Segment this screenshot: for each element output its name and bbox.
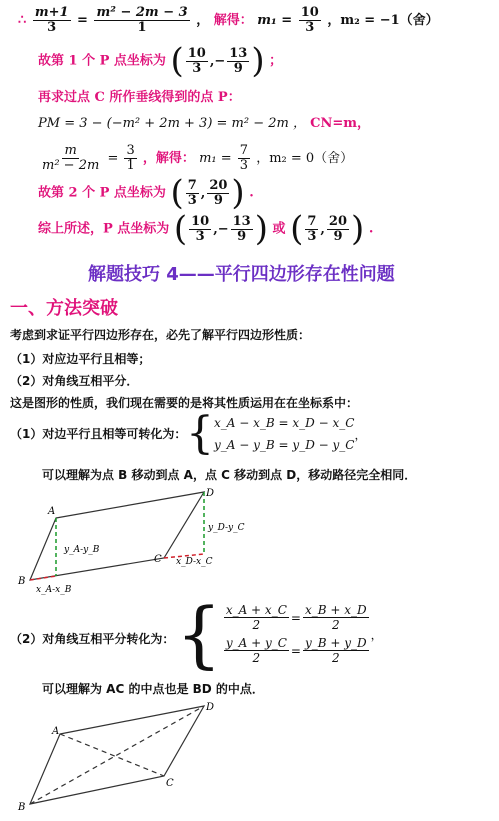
therefore-symbol: ∴ xyxy=(18,13,27,28)
pm-expression: PM = 3 − (−m² + 2m + 3) = m² − 2m ， CN=m， xyxy=(38,116,371,131)
equation-line-1: ∴ $\frac{m+1}{3}$ = $\frac{\text{m² − 2m − 3}}{1}$ ， 解得： m₁ = $\frac{10}{3}$ ，m₂ = −1（舍） xyxy=(18,5,439,35)
fraction: $\frac{10}{3}$ xyxy=(300,5,319,35)
item-2-explanation: 可以理解为 AC 的中点也是 BD 的中点． xyxy=(42,682,264,696)
parallelogram-figure-2 xyxy=(14,698,234,814)
paragraph-2: 这是图形的性质，我们现在需要的是将其性质运用在在坐标系中： xyxy=(10,396,359,410)
fraction: $\frac{m+1}{3}$ xyxy=(34,5,69,35)
label-b: B xyxy=(18,576,26,587)
equation-x: x_A − x_B = x_D − x_C xyxy=(214,416,355,430)
label-d: D xyxy=(206,702,215,713)
label-xd-xc: x_D-x_C xyxy=(176,557,213,567)
label-a: A xyxy=(48,506,56,517)
label-d: D xyxy=(206,488,215,499)
diagonal-ac xyxy=(60,734,164,776)
label-c: C xyxy=(166,778,174,789)
brace: { xyxy=(186,408,214,459)
label-xa-xb: x_A-x_B xyxy=(36,585,72,595)
parallelogram-figure-1 xyxy=(14,486,254,598)
item-2-system: { $\frac{x\_A + x\_C}{2}$ = $\frac{x\_B + x\_D}{2}$ $\frac{y\_A + y\_C}{2}$ = $\frac{y\_B + y\_D}{2}$ ， xyxy=(176,592,383,676)
perpendicular-line-text: 再求过点 C 所作垂线得到的点 P： xyxy=(38,90,241,105)
label-a: A xyxy=(52,726,60,737)
point-p2-line: 故第 2 个 P 点坐标为 ( $\frac{7}{3}$ , $\frac{20}{9}$ ) . xyxy=(38,173,254,213)
midpoint-y-equation: $\frac{y\_A + y\_C}{2}$ = $\frac{y\_B + y\_D}{2}$ xyxy=(225,636,367,665)
label-b: B xyxy=(18,802,26,813)
diagonal-bd xyxy=(30,706,204,804)
section-heading: 一、方法突破 xyxy=(10,298,118,319)
brace: { xyxy=(176,592,222,676)
property-1: （1）对应边平行且相等； xyxy=(10,352,151,366)
label-c: C xyxy=(154,554,162,565)
property-2: （2）对角线互相平分． xyxy=(10,374,139,388)
point-p1-line: 故第 1 个 P 点坐标为 ( $\frac{10}{3}$ , − $\frac{13}{9}$ ) ； xyxy=(38,41,283,81)
item-1-label: （1）对边平行且相等可转化为： xyxy=(10,427,187,441)
midpoint-x-equation: $\frac{x\_A + x\_C}{2}$ = $\frac{x\_B + x\_D}{2}$ xyxy=(225,603,367,632)
equation-line-2: $\frac{m}{\text{m² − 2m}}$ = $\frac{3}{1}$ ，解得： m₁ = $\frac{7}{3}$ ，m₂ = 0（舍） xyxy=(42,143,354,173)
page-title: 解题技巧 4——平行四边形存在性问题 xyxy=(88,264,395,285)
summary-line: 综上所述，P 点坐标为 ( $\frac{10}{3}$ , − $\frac{13}{9}$ ) 或 ( $\frac{7}{3}$ , $\frac{20}{9}$ ) . xyxy=(38,209,374,249)
item-2-label: （2）对角线互相平分转化为： xyxy=(10,632,175,646)
item-1-explanation: 可以理解为点 B 移动到点 A，点 C 移动到点 D，移动路径完全相同． xyxy=(42,468,417,482)
fraction: $\frac{\text{m² − 2m − 3}}{1}$ xyxy=(96,5,188,35)
label-yd-yc: y_D-y_C xyxy=(208,523,245,533)
equation-y: y_A − y_B = y_D − y_C xyxy=(214,438,355,452)
label-ya-yb: y_A-y_B xyxy=(64,545,100,555)
item-1-system: { x_A − x_B = x_D − x_C y_A − y_B = y_D − y_C ， xyxy=(186,408,367,459)
paragraph-1: 考虑到求证平行四边形存在，必先了解平行四边形性质： xyxy=(10,328,311,342)
